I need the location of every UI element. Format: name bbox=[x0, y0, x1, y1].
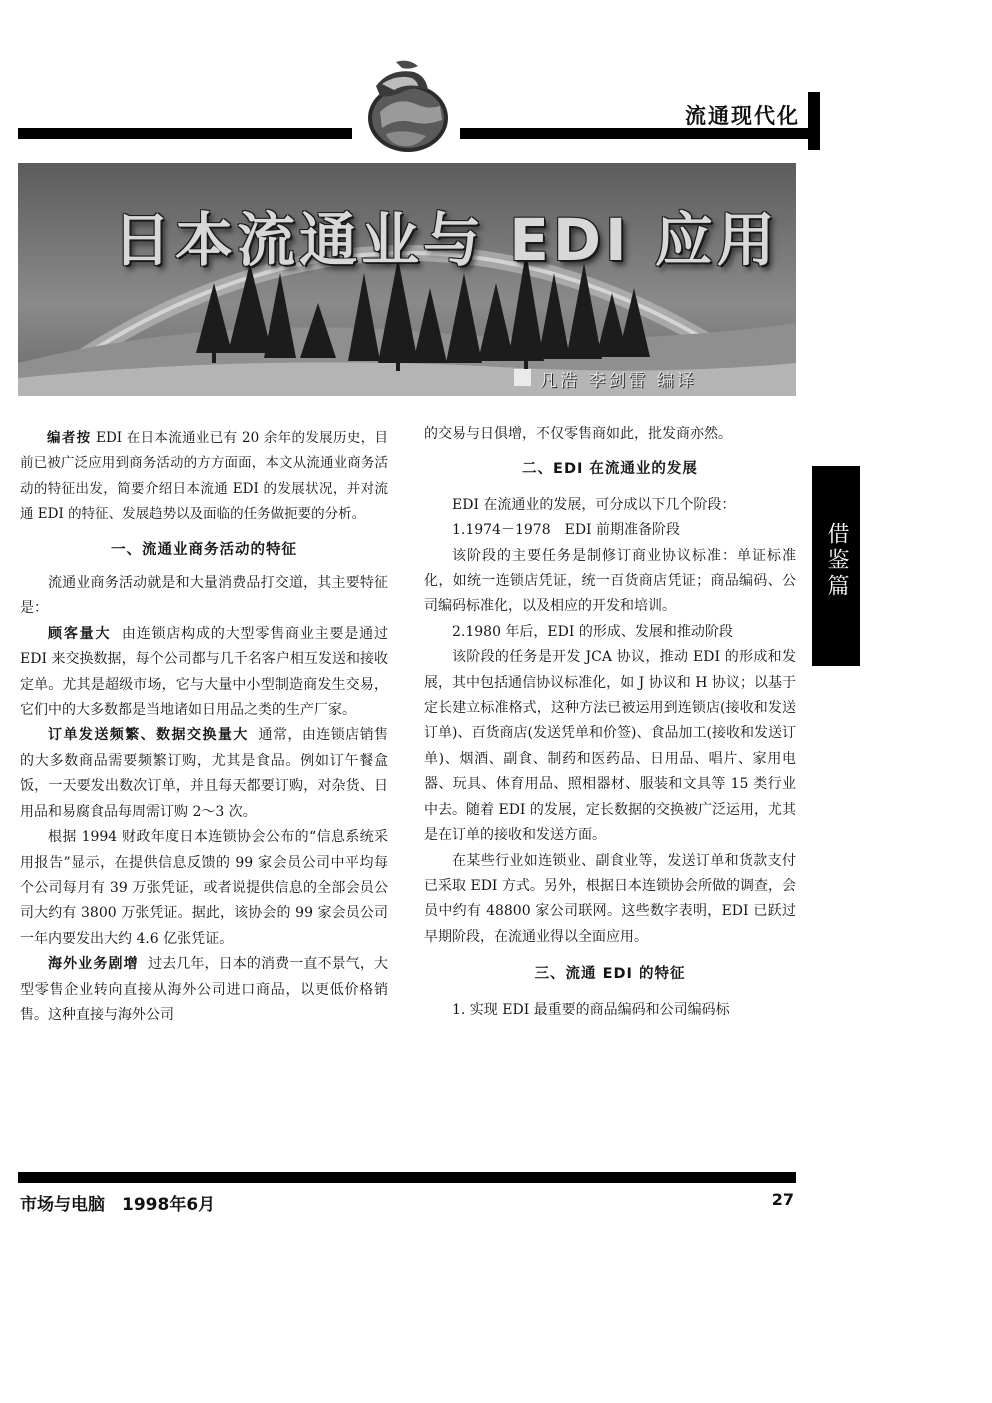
paragraph-text: 通常，由连锁店销售的大多数商品需要频繁订购，尤其是食品。例如订午餐盒饭，一天要发出数次订单，并且每天都要订购，对杂货、日用品和易腐食品每周需订购 2～3 次。 bbox=[20, 727, 389, 820]
footer-rule bbox=[18, 1172, 796, 1183]
stage-heading: 2.1980 年后，EDI 的形成、发展和推动阶段 bbox=[452, 623, 733, 640]
author-byline: 凡浩 李剑雷 编译 bbox=[540, 371, 697, 391]
paragraph: 流通业商务活动就是和大量消费品打交道，其主要特征是： bbox=[20, 575, 388, 617]
paragraph-text: 由连锁店构成的大型零售商业主要是通过 EDI 来交换数据，每个公司都与几千名客户相互发送和接收定单。尤其是超级市场，它与大量中小型制造商发生交易，它们中的大多数都是当地诸如日用品之类的生产厂家。 bbox=[20, 625, 389, 719]
left-column bbox=[20, 426, 388, 1028]
paragraph bbox=[20, 622, 388, 724]
paragraph: 的交易与日俱增，不仅零售商如此，批发商亦然。 bbox=[424, 426, 732, 442]
editor-note-text: EDI 在日本流通业已有 20 余年的发展历史，目前已被广泛应用到商务活动的方方面面，本文从流通业商务活动的特征出发，简要介绍日本流通 EDI 的发展状况，并对流通 EDI 的特征、发展趋势以及面临的任务做扼要的分析。 bbox=[20, 430, 388, 523]
globe-logo-icon bbox=[356, 56, 456, 154]
header-rule-left bbox=[18, 128, 352, 139]
title-banner bbox=[18, 163, 796, 396]
header-vertical-rule bbox=[808, 92, 820, 150]
category-label: 借鉴篇 bbox=[824, 522, 849, 600]
publication-info: 市场与电脑 1998年6月 bbox=[20, 1195, 216, 1215]
paragraph: 根据 1994 财政年度日本连锁协会公布的“信息系统采用报告”显示，在提供信息反馈的 99 家会员公司中平均每个公司每月有 39 万张凭证，或者说提供信息的全部会员公司大约有 3800 万张凭证。据此，该协会的 99 家会员公司一年内要发出大约 4.6 亿张凭证。 bbox=[20, 829, 388, 947]
right-column bbox=[424, 422, 796, 1023]
paragraph: 该阶段的任务是开发 JCA 协议，推动 EDI 的形成和发展，其中包括通信协议标准化，如 J 协议和 H 协议；以基于定长建立标准格式，这种方法已被运用到连锁店(接收和发送订单)、百货商店(发送凭单和价签)、食品加工(接收和发送订单)、烟酒、副食、制药和医药品、日用品、唱片、家用电器、玩具、体育用品、照相器材、服装和文具等 15 类行业中去。随着 EDI 的发展，定长数据的交换被广泛运用，尤其是在订单的接收和发送方面。 bbox=[424, 649, 796, 844]
paragraph bbox=[20, 952, 388, 1028]
paragraph bbox=[20, 723, 388, 825]
paragraph: 在某些行业如连锁业、副食业等，发送订单和货款支付已采取 EDI 方式。另外，根据日本连锁协会所做的调查，会员中约有 48800 家公司联网。这些数字表明，EDI 已跃过早期阶段，在流通业得以全面应用。 bbox=[424, 852, 796, 945]
paragraph: EDI 在流通业的发展，可分成以下几个阶段： bbox=[452, 496, 736, 513]
stage-heading: 1.1974－1978 EDI 前期准备阶段 bbox=[452, 522, 681, 539]
keyword-label: 海外业务剧增 bbox=[48, 956, 139, 973]
keyword-label: 订单发送频繁、数据交换量大 bbox=[48, 727, 249, 744]
editor-label: 编者按 bbox=[47, 430, 92, 446]
section-name: 流通现代化 bbox=[685, 104, 800, 128]
section-heading-2: 二、EDI 在流通业的发展 bbox=[522, 461, 698, 478]
paragraph: 1. 实现 EDI 最重要的商品编码和公司编码标 bbox=[452, 1001, 730, 1018]
page-number: 27 bbox=[771, 1190, 794, 1209]
section-heading-3: 三、流通 EDI 的特征 bbox=[534, 966, 686, 983]
byline-marker bbox=[514, 369, 531, 386]
editor-note bbox=[20, 426, 388, 528]
paragraph: 该阶段的主要任务是制修订商业协议标准：单证标准化，如统一连锁店凭证，统一百货商店凭证；商品编码、公司编码标准化，以及相应的开发和培训。 bbox=[424, 547, 796, 615]
paragraph-text: 过去几年，日本的消费一直不景气，大型零售企业转向直接从海外公司进口商品，以更低价格销售。这种直接与海外公司 bbox=[20, 956, 389, 1023]
article-title: 日本流通业与 EDI 应用 bbox=[113, 206, 779, 274]
category-side-tab bbox=[812, 466, 860, 666]
section-heading-1: 一、流通业商务活动的特征 bbox=[111, 541, 297, 558]
keyword-label: 顾客量大 bbox=[48, 625, 112, 642]
